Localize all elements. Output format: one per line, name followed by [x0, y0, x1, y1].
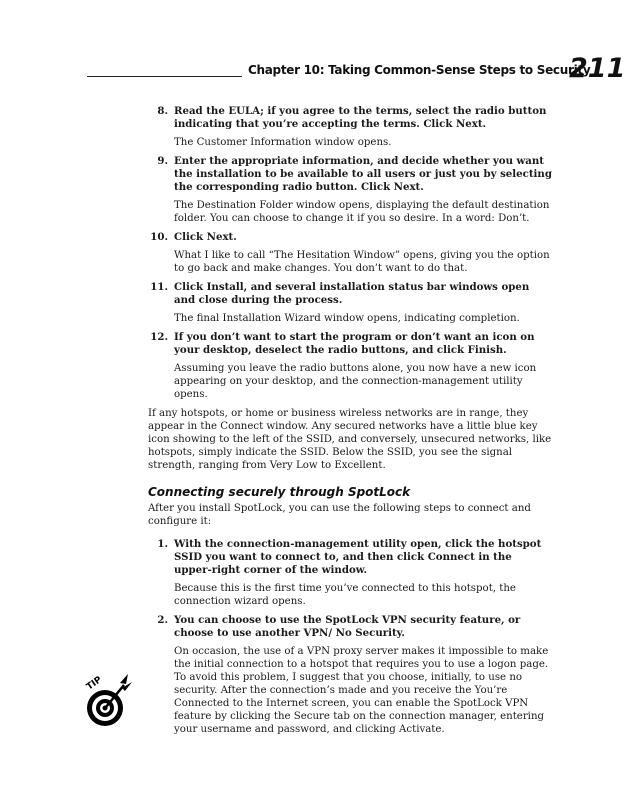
step-title: Click Next. — [174, 231, 237, 243]
step-title: If you don’t want to start the program or don’t want an icon on your desktop, deselect the radio buttons, and click Finish. — [174, 331, 535, 356]
step-item — [148, 281, 553, 325]
step-number: 12. — [150, 331, 168, 343]
step-number: 9. — [157, 155, 168, 167]
step-number: 10. — [150, 231, 168, 243]
step-body: On occasion, the use of a VPN proxy server makes it impossible to make the initial connection to a hotspot that requires you to use a logon page. To avoid this problem, I suggest that you choose, initially, to use no security. After the connection’s made and you receive the You’re Connected to the Internet screen, you can enable the SpotLock VPN feature by clicking the Secure tab on the connection manager, entering your username and password, and clicking Activate. — [174, 646, 549, 735]
step-body: The Destination Folder window opens, displaying the default destination folder. You can choose to change it if you so desire. In a word: Don’t. — [174, 200, 550, 224]
dart-fletching-a — [120, 674, 128, 684]
tip-label: TIP — [84, 675, 104, 693]
step-item — [148, 614, 553, 736]
step-item — [148, 538, 553, 608]
header-rule — [87, 76, 242, 77]
step-body: The Customer Information window opens. — [174, 137, 392, 148]
step-list-part1 — [148, 105, 553, 401]
step-body: What I like to call “The Hesitation Window” opens, giving you the option to go back and make changes. You don’t want to do that. — [174, 250, 550, 274]
step-item — [148, 155, 553, 225]
step-body: Because this is the first time you’ve connected to this hotspot, the connection wizard opens. — [174, 583, 516, 607]
step-title: Read the EULA; if you agree to the terms, select the radio button indicating that you’re accepting the terms. Click Next. — [174, 105, 547, 130]
step-number: 11. — [150, 281, 168, 293]
step-list-part2 — [148, 538, 553, 736]
step-title: Click Install, and several installation status bar windows open and close during the process. — [174, 281, 530, 306]
step-number: 2. — [157, 614, 168, 626]
step-item — [148, 105, 553, 149]
page-number: 211 — [569, 53, 626, 84]
step-number: 8. — [157, 105, 168, 117]
step-title: With the connection-management utility open, click the hotspot SSID you want to connect to, and then click Connect in the upper-right corner of the window. — [174, 538, 542, 576]
section-heading: Connecting securely through SpotLock — [148, 485, 411, 499]
step-number: 1. — [157, 538, 168, 550]
page-content — [148, 105, 553, 742]
step-item — [148, 231, 553, 275]
step-body: The final Installation Wizard window opens, indicating completion. — [174, 313, 520, 324]
section-intro: After you install SpotLock, you can use the following steps to connect and configure it: — [148, 503, 531, 527]
step-item — [148, 331, 553, 401]
step-title: You can choose to use the SpotLock VPN security feature, or choose to use another VPN/ No Security. — [174, 614, 521, 639]
target-icon — [80, 668, 134, 734]
tip-target-icon — [80, 668, 134, 734]
page-header — [0, 0, 637, 90]
chapter-title: Chapter 10: Taking Common-Sense Steps to Security — [248, 63, 591, 77]
step-body: Assuming you leave the radio buttons alone, you now have a new icon appearing on your desktop, and the connection-management utility opens. — [174, 363, 537, 400]
step-title: Enter the appropriate information, and decide whether you want the installation to be available to all users or just you by selecting the corresponding radio button. Click Next. — [174, 155, 552, 193]
body-paragraph: If any hotspots, or home or business wireless networks are in range, they appear in the Connect window. Any secured networks have a little blue key icon showing to the left of the SSID, and conversely, unsecured networks, like hotspots, simply indicate the SSID. Below the SSID, you see the signal strength, ranging from Very Low to Excellent. — [148, 408, 552, 471]
